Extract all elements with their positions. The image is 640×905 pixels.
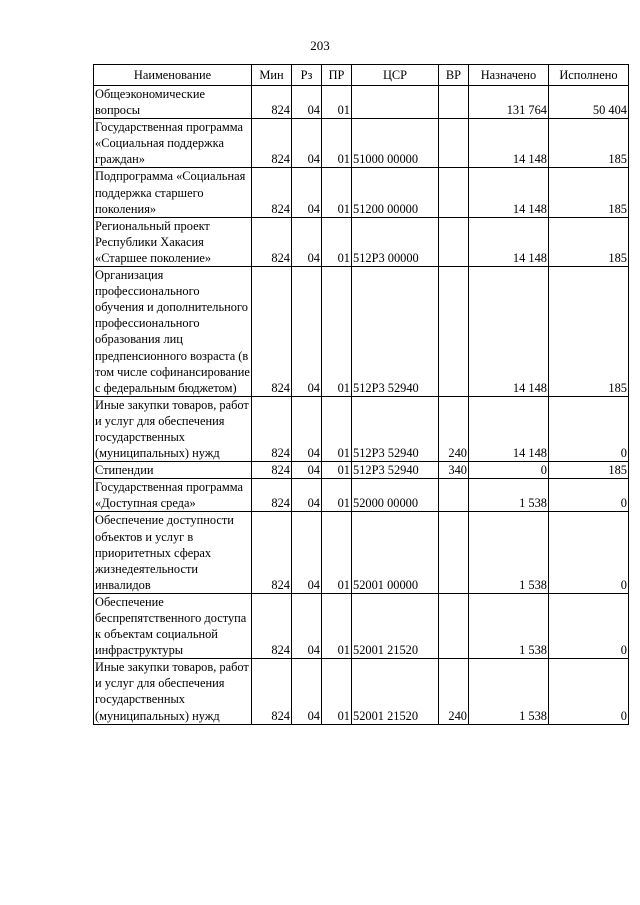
table-row: [94, 462, 629, 479]
header-name: Наименование: [94, 65, 252, 86]
cell-csr: 51000 00000: [352, 119, 439, 168]
cell-rz: 04: [292, 479, 322, 512]
cell-rz: 04: [292, 659, 322, 724]
cell-rz: 04: [292, 86, 322, 119]
cell-executed: 0: [549, 479, 629, 512]
header-assigned: Назначено: [469, 65, 549, 86]
cell-min: 824: [252, 396, 292, 461]
cell-executed: 50 404: [549, 86, 629, 119]
cell-csr: 51200 00000: [352, 168, 439, 217]
cell-vr: [439, 86, 469, 119]
cell-executed: 185: [549, 217, 629, 266]
cell-csr: 512Р3 52940: [352, 396, 439, 461]
cell-name: Государственная программа «Социальная поддержка граждан»: [94, 119, 252, 168]
cell-pr: 01: [322, 217, 352, 266]
cell-rz: 04: [292, 396, 322, 461]
cell-csr: 512Р3 52940: [352, 462, 439, 479]
cell-rz: 04: [292, 512, 322, 593]
cell-rz: 04: [292, 119, 322, 168]
cell-min: 824: [252, 217, 292, 266]
cell-assigned: 1 538: [469, 659, 549, 724]
cell-rz: 04: [292, 217, 322, 266]
cell-name: Иные закупки товаров, работ и услуг для обеспечения государственных (муниципальных) нужд: [94, 396, 252, 461]
table-row: [94, 86, 629, 119]
cell-executed: 185: [549, 267, 629, 397]
cell-vr: [439, 512, 469, 593]
header-min: Мин: [252, 65, 292, 86]
cell-name: Подпрограмма «Социальная поддержка старшего поколения»: [94, 168, 252, 217]
cell-min: 824: [252, 168, 292, 217]
header-rz: Рз: [292, 65, 322, 86]
cell-assigned: 1 538: [469, 512, 549, 593]
cell-name: Обеспечение доступности объектов и услуг в приоритетных сферах жизнедеятельности инвалидов: [94, 512, 252, 593]
cell-name: Региональный проект Республики Хакасия «Старшее поколение»: [94, 217, 252, 266]
cell-pr: 01: [322, 659, 352, 724]
cell-pr: 01: [322, 119, 352, 168]
cell-name: Организация профессионального обучения и дополнительного профессионального образования лиц предпенсионного возраста (в том числе софинансирование с федеральным бюджетом): [95, 268, 250, 395]
cell-vr: [439, 119, 469, 168]
cell-assigned: 0: [469, 462, 549, 479]
cell-vr: 240: [439, 659, 469, 724]
page-number: 203: [310, 38, 330, 53]
cell-assigned: 131 764: [469, 86, 549, 119]
table-row: [94, 217, 629, 266]
cell-min: 824: [252, 86, 292, 119]
cell-csr: 52001 21520: [352, 593, 439, 658]
cell-vr: [439, 217, 469, 266]
cell-executed: 185: [549, 119, 629, 168]
header-pr: ПР: [322, 65, 352, 86]
cell-min: 824: [252, 267, 292, 397]
cell-pr: 01: [322, 396, 352, 461]
cell-csr: 52000 00000: [352, 479, 439, 512]
cell-assigned: 14 148: [469, 217, 549, 266]
cell-name: Стипендии: [94, 462, 252, 479]
budget-table: [93, 64, 629, 725]
cell-pr: 01: [322, 462, 352, 479]
cell-pr: 01: [322, 479, 352, 512]
cell-executed: 0: [549, 659, 629, 724]
cell-vr: [439, 168, 469, 217]
cell-name: Обеспечение беспрепятственного доступа к объектам социальной инфраструктуры: [94, 593, 252, 658]
cell-rz: 04: [292, 593, 322, 658]
cell-csr: 512Р3 00000: [352, 217, 439, 266]
cell-min: 824: [252, 512, 292, 593]
table-header-row: [94, 65, 629, 86]
table-row: [94, 119, 629, 168]
cell-name: Иные закупки товаров, работ и услуг для обеспечения государственных (муниципальных) нужд: [94, 659, 252, 724]
cell-vr: 340: [439, 462, 469, 479]
cell-assigned: 14 148: [469, 267, 549, 397]
cell-csr: 512Р3 52940: [352, 267, 439, 397]
cell-min: 824: [252, 119, 292, 168]
cell-executed: 185: [549, 168, 629, 217]
cell-min: 824: [252, 659, 292, 724]
table-row: [94, 479, 629, 512]
cell-assigned: 14 148: [469, 396, 549, 461]
cell-min: 824: [252, 479, 292, 512]
cell-pr: 01: [322, 267, 352, 397]
table-body: [94, 86, 629, 725]
cell-csr: [352, 86, 439, 119]
cell-executed: 0: [549, 396, 629, 461]
cell-assigned: 1 538: [469, 479, 549, 512]
cell-assigned: 14 148: [469, 168, 549, 217]
cell-name: Общеэкономические вопросы: [94, 86, 252, 119]
cell-vr: 240: [439, 396, 469, 461]
cell-rz: 04: [292, 168, 322, 217]
cell-rz: 04: [292, 462, 322, 479]
cell-pr: 01: [322, 86, 352, 119]
cell-min: 824: [252, 593, 292, 658]
header-vr: ВР: [439, 65, 469, 86]
cell-pr: 01: [322, 512, 352, 593]
cell-executed: 185: [549, 462, 629, 479]
table-row: [94, 267, 629, 397]
table-row: [94, 396, 629, 461]
header-csr: ЦСР: [352, 65, 439, 86]
cell-executed: 0: [549, 593, 629, 658]
cell-name: Государственная программа «Доступная среда»: [94, 479, 252, 512]
cell-vr: [439, 479, 469, 512]
cell-min: 824: [252, 462, 292, 479]
header-executed: Исполнено: [549, 65, 629, 86]
cell-pr: 01: [322, 168, 352, 217]
cell-rz: 04: [292, 267, 322, 397]
table-row: [94, 659, 629, 724]
cell-vr: [439, 593, 469, 658]
cell-vr: [439, 267, 469, 397]
table-row: [94, 512, 629, 593]
cell-assigned: 14 148: [469, 119, 549, 168]
cell-assigned: 1 538: [469, 593, 549, 658]
cell-pr: 01: [322, 593, 352, 658]
cell-executed: 0: [549, 512, 629, 593]
cell-csr: 52001 21520: [352, 659, 439, 724]
table-row: [94, 593, 629, 658]
cell-csr: 52001 00000: [352, 512, 439, 593]
table-row: [94, 168, 629, 217]
